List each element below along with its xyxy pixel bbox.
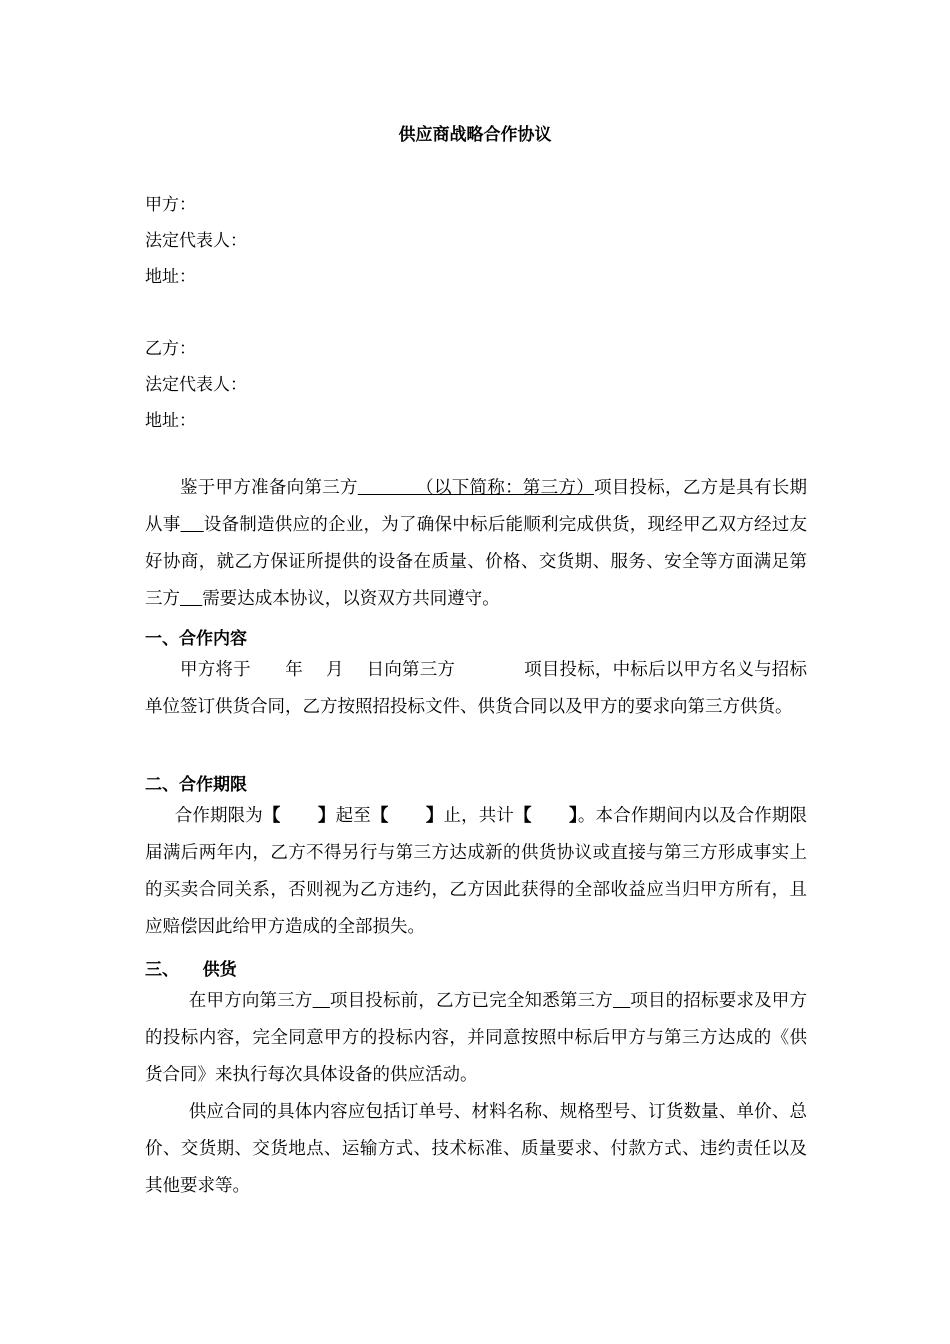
preamble-blank-equipment: [181, 515, 204, 535]
preamble-text-3: 设备制造供应的企业，为了确保中标后能顺利完成供货，现经甲乙双方经过友好协商，就乙方保证所提供的设备在质量、价格、交货期、服务、安全等方面满足第三方: [145, 515, 807, 609]
section-3-heading: 三、 供货: [145, 960, 237, 980]
section-3-text-1: 在甲方向第三方: [188, 991, 313, 1011]
section-2-text-2: 起至: [335, 806, 371, 826]
section-2-text-1: 合作期限为: [174, 806, 263, 826]
section-2-heading: 二、合作期限: [145, 775, 247, 795]
party-b-address: 地址：: [145, 411, 196, 431]
preamble-text-1: 鉴于甲方准备向第三方: [180, 478, 358, 498]
party-b-legal-rep: 法定代表人：: [145, 375, 247, 395]
preamble-paragraph: [145, 470, 807, 618]
party-a-label: 甲方：: [145, 195, 196, 215]
section-1-paragraph: 甲方将于 年 月 日向第三方 项目投标，中标后以甲方名义与招标单位签订供货合同，乙方按照招投标文件、供货合同以及甲方的要求向第三方供货。: [145, 660, 807, 717]
section-2-paragraph: [145, 798, 807, 946]
preamble-text-2: 项目投标，乙方是具有长期从事: [145, 478, 807, 535]
section-1-heading: 一、合作内容: [145, 629, 247, 649]
section-3-blank-1: [313, 991, 330, 1011]
section-3-paragraph-2: 供应合同的具体内容应包括订单号、材料名称、规格型号、订货数量、单价、总价、交货期、交货地点、运输方式、技术标准、质量要求、付款方式、违约责任以及其他要求等。: [145, 1102, 807, 1196]
section-2-text-3: 止，共计: [443, 806, 515, 826]
section-3-text-2: 项目投标前，乙方已完全知悉第三方: [329, 991, 613, 1011]
party-a-address: 地址：: [145, 267, 196, 287]
document-title: 供应商战略合作协议: [398, 125, 552, 145]
party-b-label: 乙方：: [145, 339, 196, 359]
section-2-bracket-start: 【 】: [262, 806, 336, 826]
preamble-text-4: 需要达成本协议，以资双方共同遵守。: [202, 589, 500, 609]
section-3-blank-2: [613, 991, 630, 1011]
preamble-blank-requirement: [180, 589, 202, 609]
section-2-bracket-end: 【 】: [370, 806, 444, 826]
section-3-paragraph-1: [145, 983, 807, 1094]
party-a-legal-rep: 法定代表人：: [145, 231, 247, 251]
section-2-bracket-total: 【 】: [514, 806, 578, 826]
section-3-text-3: 项目的招标要求及甲方的投标内容，完全同意甲方的投标内容，并同意按照中标后甲方与第三方达成的《供货合同》来执行每次具体设备的供应活动。: [145, 991, 808, 1085]
preamble-blank-third-party: （以下简称：第三方）: [357, 478, 594, 498]
section-2-text-4: 。本合作期间内以及合作期限届满后两年内，乙方不得另行与第三方达成新的供货协议或直接与第三方形成事实上的买卖合同关系，否则视为乙方违约，乙方因此获得的全部收益应当归甲方所有，且应赔偿因此给甲方造成的全部损失。: [145, 806, 808, 937]
